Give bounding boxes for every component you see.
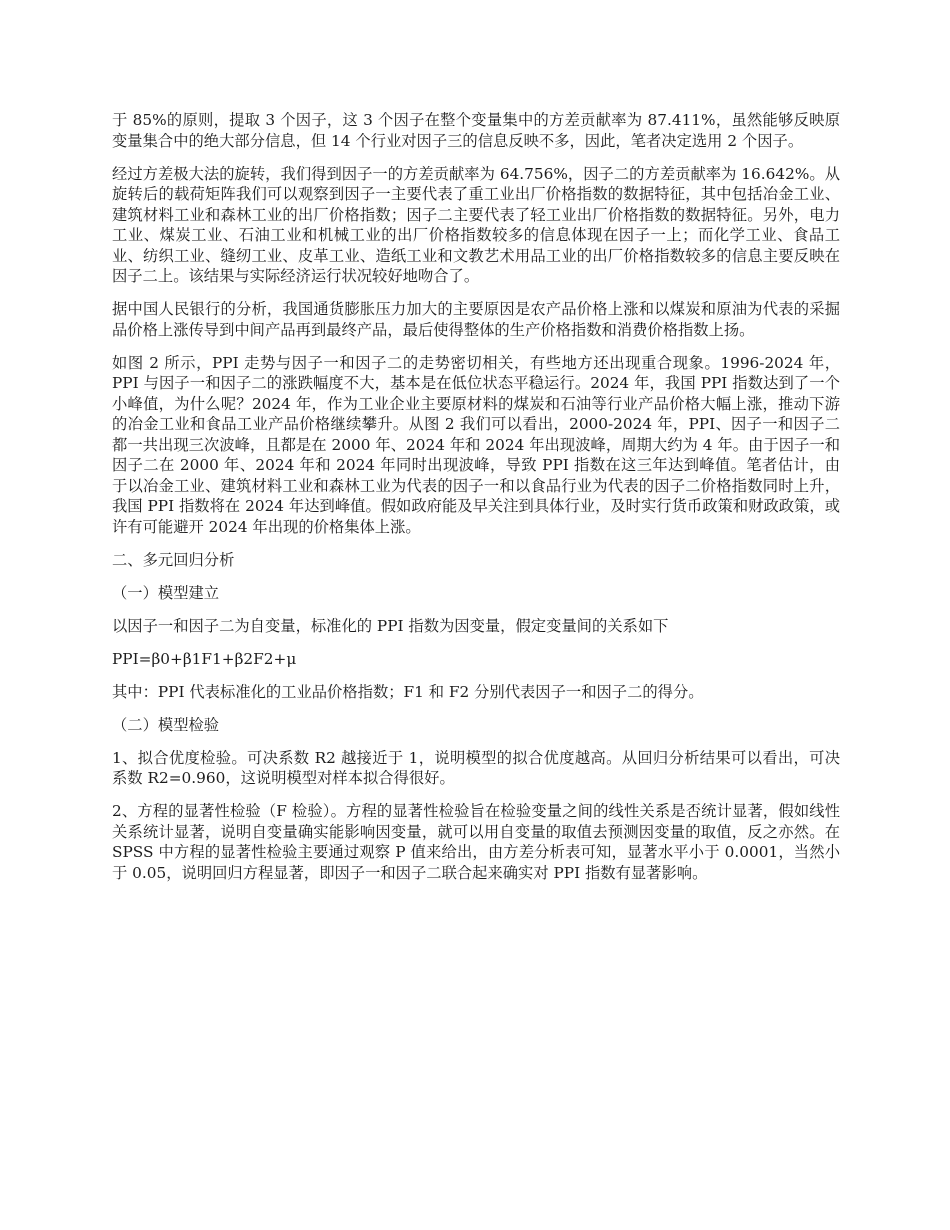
paragraph-varimax-rotation: 经过方差极大法的旋转，我们得到因子一的方差贡献率为 64.756%，因子二的方差贡献率为 16.642%。从旋转后的载荷矩阵我们可以观察到因子一主要代表了重工业出厂价格指数的数据特征，其中包括冶金工业、建筑材料工业和森林工业的出厂价格指数；因子二主要代表了轻工业出厂价格指数的数据特征。另外，电力工业、煤炭工业、石油工业和机械工业的出厂价格指数较多的信息体现在因子一上；而化学工业、食品工业、纺织工业、缝纫工业、皮革工业、造纸工业和文教艺术用品工业的出厂价格指数较多的信息主要反映在因子二上。该结果与实际经济运行状况较好地吻合了。 <box>112 164 840 285</box>
paragraph-variable-definition: 其中：PPI 代表标准化的工业品价格指数；F1 和 F2 分别代表因子一和因子二的得分。 <box>112 682 704 701</box>
section-heading-regression: 二、多元回归分析 <box>112 550 235 569</box>
paragraph-model-setup: 以因子一和因子二为自变量，标准化的 PPI 指数为因变量，假定变量间的关系如下 <box>112 616 669 635</box>
subsection-heading-model-building: （一）模型建立 <box>112 583 220 602</box>
document-body <box>112 110 840 896</box>
paragraph-pboc-analysis: 据中国人民银行的分析，我国通货膨胀压力加大的主要原因是农产品价格上涨和以煤炭和原油为代表的采掘品价格上涨传导到中间产品再到最终产品，最后使得整体的生产价格指数和消费价格指数上扬。 <box>112 300 840 339</box>
paragraph-goodness-of-fit: 1、拟合优度检验。可决系数 R2 越接近于 1，说明模型的拟合优度越高。从回归分析结果可以看出，可决系数 R2=0.960，这说明模型对样本拟合得很好。 <box>112 748 840 787</box>
paragraph-f-test: 2、方程的显著性检验（F 检验）。方程的显著性检验旨在检验变量之间的线性关系是否统计显著，假如线性关系统计显著，说明自变量确实能影响因变量，就可以用自变量的取值去预测因变量的取值，反之亦然。在 SPSS 中方程的显著性检验主要通过观察 P 值来给出，由方差分析表可知，显著水平小于 0.0001，当然小于 0.05，说明回归方程显著，即因子一和因子二联合起来确实对 PPI 指数有显著影响。 <box>112 802 840 882</box>
subsection-heading-model-test: （二）模型检验 <box>112 715 220 734</box>
regression-equation: PPI=β0+β1F1+β2F2+μ <box>112 649 297 668</box>
paragraph-ppi-trend: 如图 2 所示，PPI 走势与因子一和因子二的走势密切相关，有些地方还出现重合现象。1996-2024 年，PPI 与因子一和因子二的涨跌幅度不大，基本是在低位状态平稳运行。2024 年，我国 PPI 指数达到了一个小峰值，为什么呢？2024 年，作为工业企业主要原材料的煤炭和石油等行业产品价格大幅上涨，推动下游的冶金工业和食品工业产品价格继续攀升。从图 2 我们可以看出，2000-2024 年，PPI、因子一和因子二都一共出现三次波峰，且都是在 2000 年、2024 年和 2024 年出现波峰，周期大约为 4 年。由于因子一和因子二在 2000 年、2024 年和 2024 年同时出现波峰，导致 PPI 指数在这三年达到峰值。笔者估计，由于以冶金工业、建筑材料工业和森林工业为代表的因子一和以食品行业为代表的因子二价格指数同时上升，我国 PPI 指数将在 2024 年达到峰值。假如政府能及早关注到具体行业，及时实行货币政策和财政政策，或许有可能避开 2024 年出现的价格集体上涨。 <box>112 353 840 536</box>
paragraph-factor-extraction: 于 85%的原则，提取 3 个因子，这 3 个因子在整个变量集中的方差贡献率为 87.411%，虽然能够反映原变量集合中的绝大部分信息，但 14 个行业对因子三的信息反映不多，因此，笔者决定选用 2 个因子。 <box>112 111 840 150</box>
